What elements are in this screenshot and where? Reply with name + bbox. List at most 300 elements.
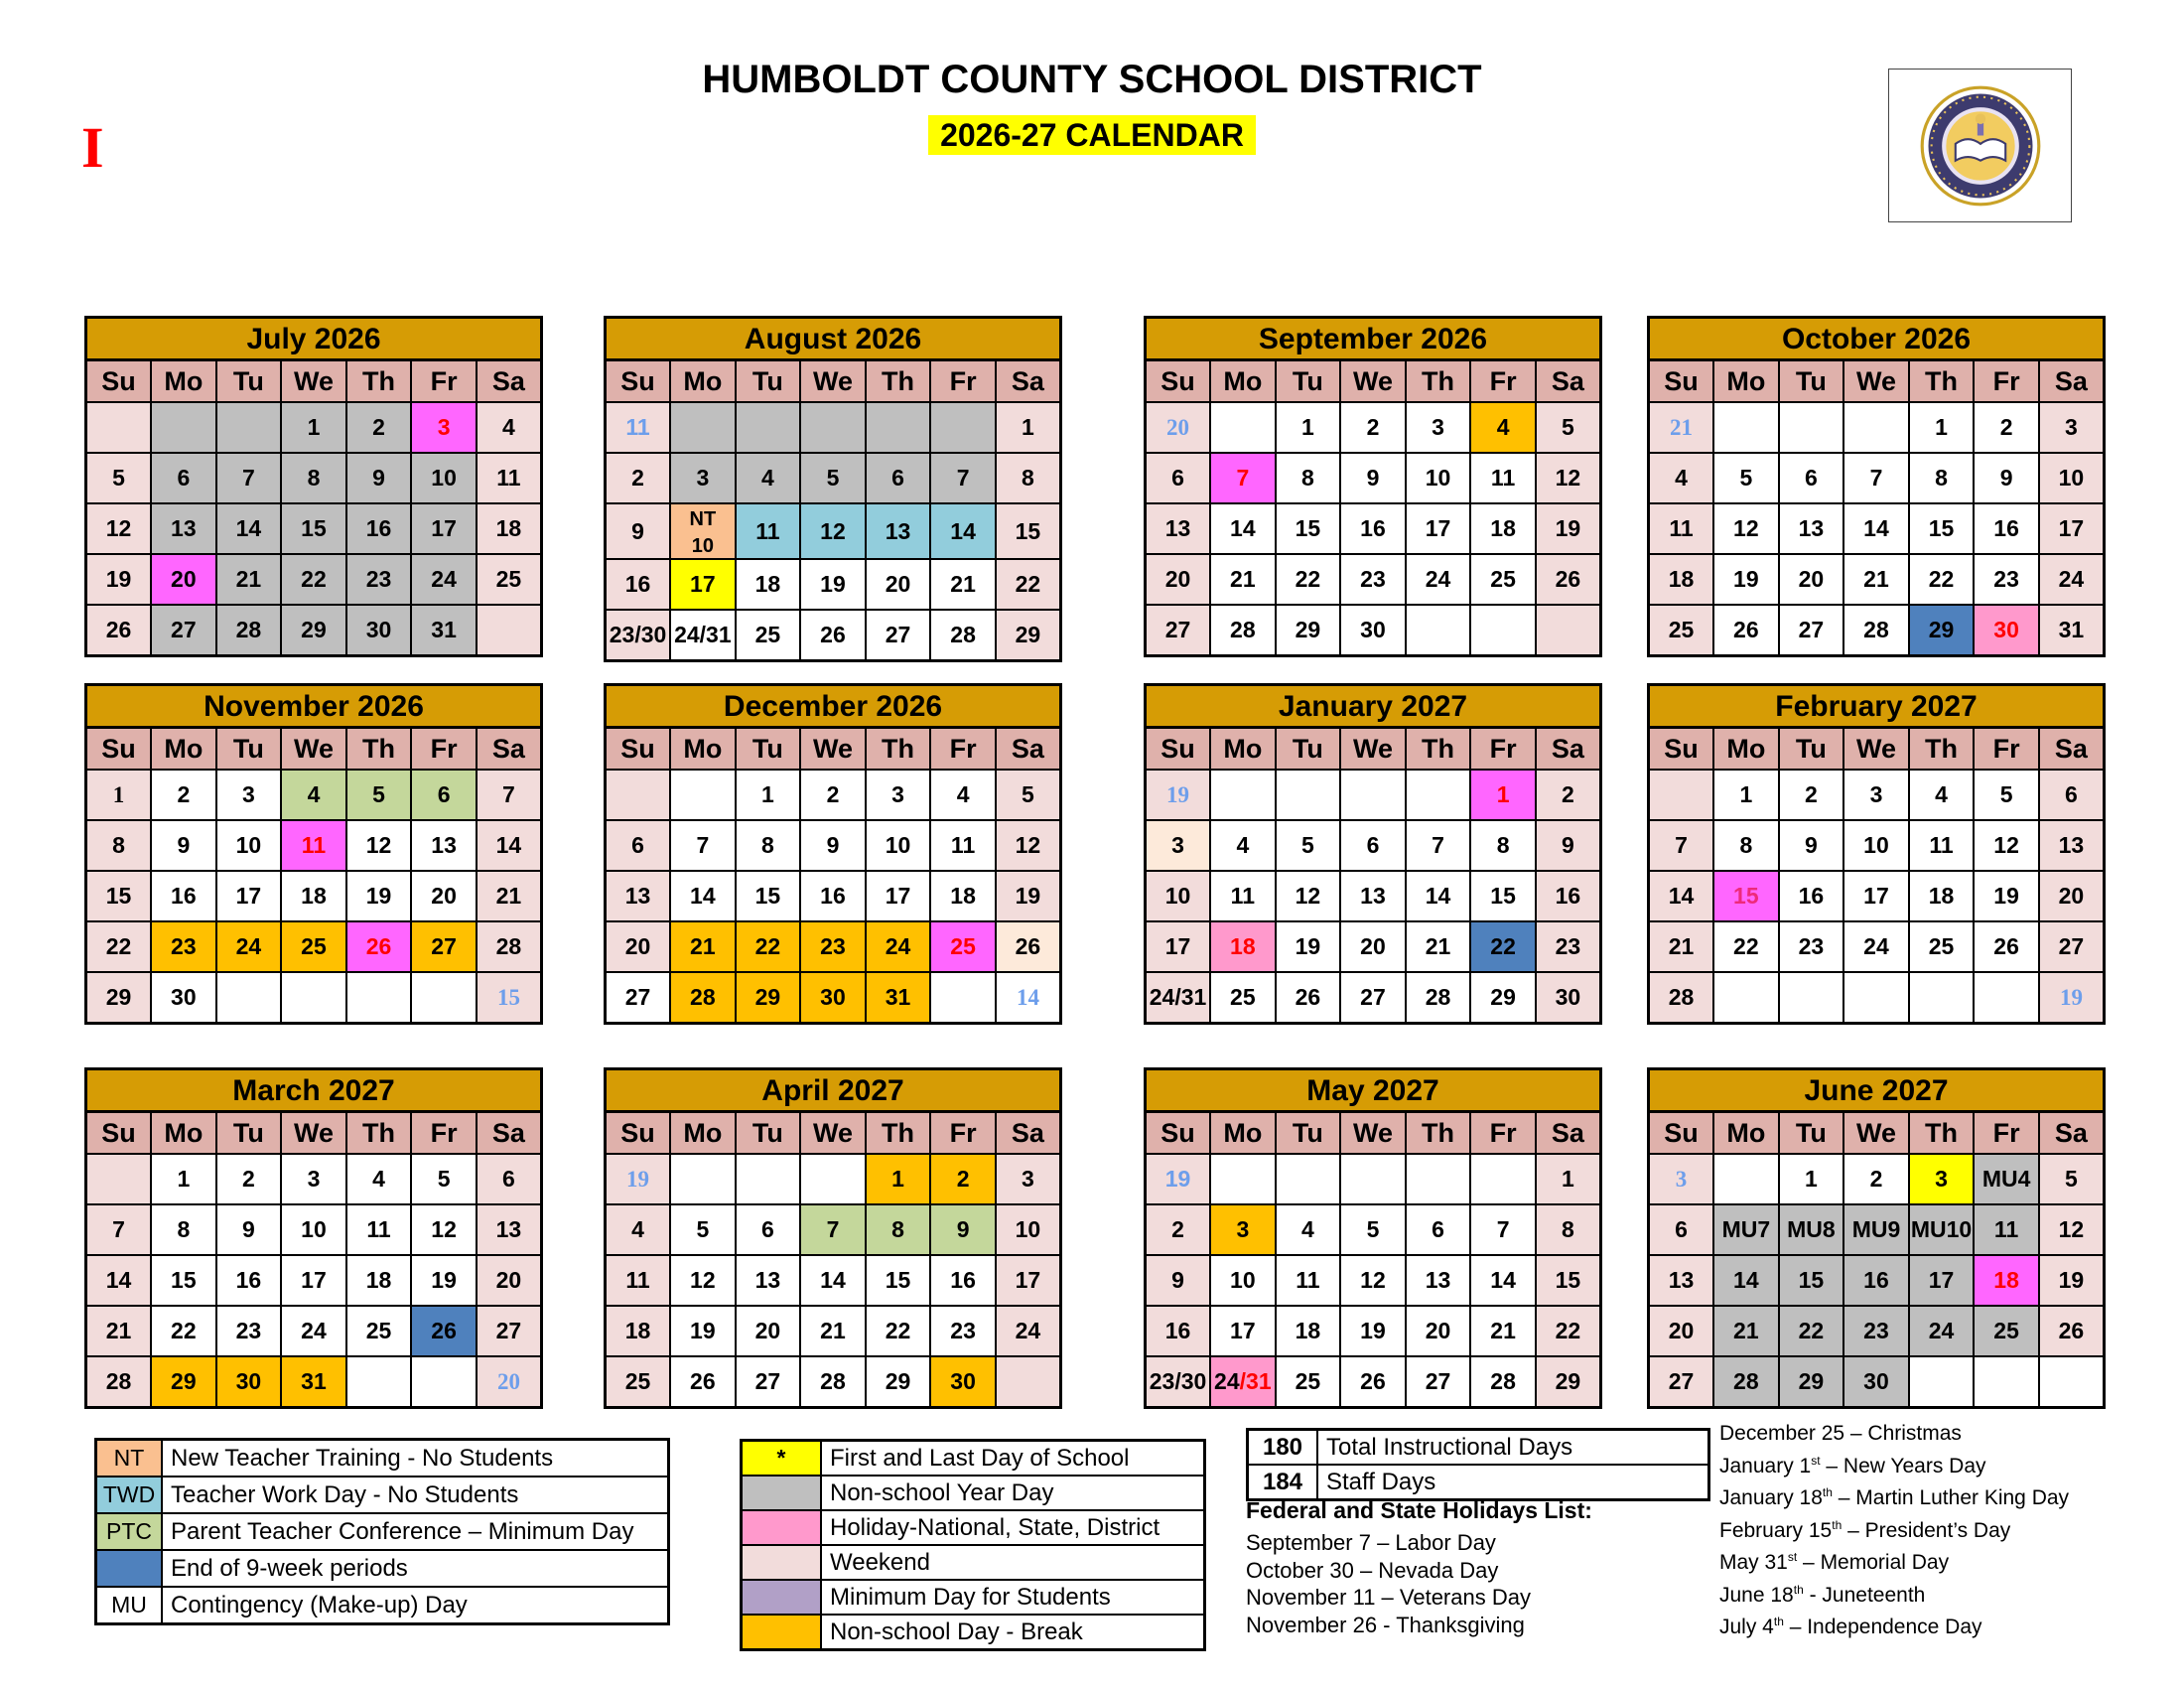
day-cell: 9: [606, 503, 671, 559]
day-cell: 17: [866, 871, 931, 921]
day-header: We: [281, 360, 346, 403]
day-cell: 28: [1406, 972, 1471, 1024]
day-cell: 8: [1909, 453, 1975, 503]
legend-label: Non-school Year Day: [821, 1476, 1205, 1510]
day-cell: 16: [151, 871, 216, 921]
day-cell: 8: [736, 820, 801, 871]
day-header: Su: [86, 728, 152, 771]
day-cell: 20: [1146, 554, 1211, 605]
day-cell: 17: [281, 1255, 346, 1306]
day-cell: 16: [1843, 1255, 1909, 1306]
day-header: We: [281, 1112, 346, 1155]
day-cell: 7: [1210, 453, 1276, 503]
day-cell: 23: [151, 921, 216, 972]
day-cell: 9: [1779, 820, 1844, 871]
day-cell: 4: [346, 1154, 412, 1204]
day-header: Mo: [670, 360, 736, 403]
day-cell: 1: [1779, 1154, 1844, 1204]
day-cell: 8: [996, 453, 1061, 503]
day-cell: 15: [1536, 1255, 1601, 1306]
day-cell: 18: [1909, 871, 1975, 921]
day-cell: 9: [1340, 453, 1406, 503]
day-cell: 28: [930, 610, 996, 661]
day-cell: 11: [346, 1204, 412, 1255]
day-cell: 18: [477, 503, 542, 554]
day-cell: 17: [1210, 1306, 1276, 1356]
day-cell: 4: [477, 402, 542, 453]
day-cell: 23: [800, 921, 866, 972]
holiday-item: July 4th – Independence Day: [1719, 1615, 1982, 1638]
day-cell: 18: [1649, 554, 1714, 605]
day-cell: 18: [346, 1255, 412, 1306]
day-cell: 31: [411, 605, 477, 656]
holiday-item: January 18th – Martin Luther King Day: [1719, 1485, 2070, 1509]
day-header: Fr: [1470, 728, 1536, 771]
day-cell: 11: [606, 1255, 671, 1306]
day-cell: 31: [2039, 605, 2105, 656]
day-cell: 18: [1974, 1255, 2039, 1306]
day-cell: 16: [1779, 871, 1844, 921]
day-cell: [1340, 770, 1406, 820]
day-cell: 10: [216, 820, 282, 871]
month-title: November 2026: [84, 683, 543, 726]
day-cell: [996, 1356, 1061, 1408]
day-cell: 6: [736, 1204, 801, 1255]
day-cell: 26: [1536, 554, 1601, 605]
day-cell: 18: [1210, 921, 1276, 972]
day-cell: 15: [1713, 871, 1779, 921]
day-cell: 19: [86, 554, 152, 605]
day-cell: 20: [1649, 1306, 1714, 1356]
day-cell: 29: [996, 610, 1061, 661]
day-cell: 25: [281, 921, 346, 972]
day-cell: 5: [1974, 770, 2039, 820]
legend-label: End of 9-week periods: [162, 1550, 669, 1587]
day-cell: 16: [1536, 871, 1601, 921]
day-cell: 2: [151, 770, 216, 820]
day-header: Sa: [477, 728, 542, 771]
day-cell: 25: [1276, 1356, 1341, 1408]
day-cell: 5: [670, 1204, 736, 1255]
day-cell: 21: [670, 921, 736, 972]
day-cell: 17: [1843, 871, 1909, 921]
legend-row: [96, 1477, 669, 1513]
day-header: Fr: [1974, 728, 2039, 771]
month-march-2027: [84, 1067, 543, 1409]
day-cell: 12: [670, 1255, 736, 1306]
day-cell: 27: [411, 921, 477, 972]
day-cell: 13: [866, 503, 931, 559]
day-cell: [477, 605, 542, 656]
day-cell: 3: [670, 453, 736, 503]
day-header: Tu: [1779, 360, 1844, 403]
day-cell: 23: [1974, 554, 2039, 605]
day-cell: 16: [1340, 503, 1406, 554]
day-cell: 15: [736, 871, 801, 921]
day-header: We: [1843, 360, 1909, 403]
day-header: Fr: [411, 360, 477, 403]
day-cell: [1276, 770, 1341, 820]
day-cell: 13: [1649, 1255, 1714, 1306]
day-cell: 17: [1909, 1255, 1975, 1306]
stat-row: [1248, 1465, 1709, 1500]
day-header: Sa: [996, 1112, 1061, 1155]
day-cell: 14: [86, 1255, 152, 1306]
day-cell: 23: [1779, 921, 1844, 972]
day-cell: 2: [1779, 770, 1844, 820]
day-header: Tu: [1276, 1112, 1341, 1155]
day-cell: 14: [996, 972, 1061, 1024]
day-cell: 2: [1974, 402, 2039, 453]
day-cell: [606, 770, 671, 820]
red-corner-mark: I: [81, 115, 104, 180]
day-cell: 10: [866, 820, 931, 871]
day-cell: [800, 1154, 866, 1204]
day-cell: 22: [1470, 921, 1536, 972]
day-cell: 11: [1649, 503, 1714, 554]
day-header: Mo: [670, 728, 736, 771]
day-cell: 26: [800, 610, 866, 661]
day-cell: 25: [930, 921, 996, 972]
day-cell: [411, 972, 477, 1024]
day-cell: 26: [346, 921, 412, 972]
day-cell: 22: [736, 921, 801, 972]
day-cell: 30: [1536, 972, 1601, 1024]
day-cell: 7: [930, 453, 996, 503]
day-header: Tu: [736, 728, 801, 771]
legend-middle-table: [740, 1439, 1206, 1651]
day-cell: 30: [930, 1356, 996, 1408]
day-header: Su: [606, 728, 671, 771]
legend-swatch: [742, 1476, 822, 1510]
day-cell: 21: [1843, 554, 1909, 605]
day-header: Tu: [1779, 728, 1844, 771]
legend-label: Holiday-National, State, District: [821, 1510, 1205, 1545]
day-cell: 6: [866, 453, 931, 503]
day-cell: 4: [1276, 1204, 1341, 1255]
day-header: We: [1340, 1112, 1406, 1155]
day-cell: 7: [1843, 453, 1909, 503]
day-cell: 19: [1146, 1154, 1211, 1204]
month-january-2027: [1144, 683, 1602, 1025]
day-cell: [1974, 972, 2039, 1024]
day-cell: 23/30: [606, 610, 671, 661]
day-cell: [1843, 402, 1909, 453]
day-cell: 4: [1470, 402, 1536, 453]
day-cell: [1210, 770, 1276, 820]
month-september-2026: [1144, 316, 1602, 657]
day-cell: 15: [1909, 503, 1975, 554]
day-header: We: [1340, 360, 1406, 403]
day-cell: 15: [996, 503, 1061, 559]
day-cell: 11: [736, 503, 801, 559]
day-cell: [1779, 402, 1844, 453]
day-header: Su: [1146, 728, 1211, 771]
day-cell: 18: [930, 871, 996, 921]
day-header: Tu: [736, 360, 801, 403]
day-cell: [411, 1356, 477, 1408]
day-cell: 6: [477, 1154, 542, 1204]
day-cell: [1470, 1154, 1536, 1204]
day-cell: 26: [86, 605, 152, 656]
day-header: Fr: [930, 360, 996, 403]
day-cell: 17: [1146, 921, 1211, 972]
day-cell: 21: [1649, 921, 1714, 972]
day-cell: [1843, 972, 1909, 1024]
day-cell: 9: [1974, 453, 2039, 503]
day-cell: 18: [736, 559, 801, 610]
day-cell: 29: [1536, 1356, 1601, 1408]
day-cell: 14: [1649, 871, 1714, 921]
day-cell: 14: [1843, 503, 1909, 554]
day-cell: 1: [1536, 1154, 1601, 1204]
day-cell: 17: [996, 1255, 1061, 1306]
day-cell: 22: [281, 554, 346, 605]
day-cell: [1470, 605, 1536, 656]
holiday-item: December 25 – Christmas: [1719, 1422, 1962, 1445]
legend-label: Weekend: [821, 1545, 1205, 1580]
day-cell: 25: [1909, 921, 1975, 972]
day-cell: 30: [1843, 1356, 1909, 1408]
day-cell: 4: [1649, 453, 1714, 503]
day-cell: 2: [606, 453, 671, 503]
day-cell: 18: [1470, 503, 1536, 554]
day-cell: 3: [281, 1154, 346, 1204]
day-cell: [736, 1154, 801, 1204]
day-header: Su: [1649, 1112, 1714, 1155]
day-header: Th: [346, 1112, 412, 1155]
day-cell: 9: [800, 820, 866, 871]
day-cell: 12: [2039, 1204, 2105, 1255]
federal-holidays-list: [1246, 1529, 1531, 1638]
day-cell: [670, 402, 736, 453]
day-cell: 19: [1340, 1306, 1406, 1356]
day-cell: [151, 402, 216, 453]
legend-swatch: TWD: [96, 1477, 163, 1513]
day-cell: 3: [1406, 402, 1471, 453]
district-seal-icon: [1918, 83, 2043, 209]
legend-row: [742, 1545, 1205, 1580]
day-header: Su: [86, 360, 152, 403]
calendar-year-label: 2026-27 CALENDAR: [928, 115, 1256, 155]
day-cell: 2: [800, 770, 866, 820]
day-cell: [1340, 1154, 1406, 1204]
day-cell: 24: [1406, 554, 1471, 605]
day-cell: [930, 402, 996, 453]
day-cell: [1406, 1154, 1471, 1204]
day-cell: 12: [800, 503, 866, 559]
day-cell: [866, 402, 931, 453]
day-cell: 6: [1779, 453, 1844, 503]
day-cell: 26: [2039, 1306, 2105, 1356]
day-cell: 2: [1843, 1154, 1909, 1204]
legend-label: Teacher Work Day - No Students: [162, 1477, 669, 1513]
day-header: Tu: [216, 360, 282, 403]
legend-row: [742, 1441, 1205, 1477]
day-cell: 3: [2039, 402, 2105, 453]
stat-value: 184: [1248, 1465, 1318, 1500]
day-cell: 28: [1649, 972, 1714, 1024]
day-cell: 19: [1536, 503, 1601, 554]
day-cell: 29: [1276, 605, 1341, 656]
day-header: Mo: [151, 1112, 216, 1155]
day-cell: 19: [2039, 1255, 2105, 1306]
day-cell: 7: [670, 820, 736, 871]
day-cell: 1: [736, 770, 801, 820]
day-cell: 3: [1843, 770, 1909, 820]
day-cell: 28: [477, 921, 542, 972]
day-cell: 23: [346, 554, 412, 605]
day-cell: [346, 972, 412, 1024]
day-header: Fr: [411, 1112, 477, 1155]
day-cell: 26: [411, 1306, 477, 1356]
day-cell: 19: [800, 559, 866, 610]
day-cell: 3: [1909, 1154, 1975, 1204]
day-cell: [1974, 1356, 2039, 1408]
day-cell: 9: [346, 453, 412, 503]
day-cell: 25: [1470, 554, 1536, 605]
day-cell: 20: [411, 871, 477, 921]
day-cell: [216, 972, 282, 1024]
day-header: Th: [1406, 360, 1471, 403]
day-cell: 12: [1276, 871, 1341, 921]
holiday-item: November 26 - Thanksgiving: [1246, 1612, 1525, 1637]
day-cell: 3: [411, 402, 477, 453]
day-cell: [670, 770, 736, 820]
day-header: Th: [1909, 728, 1975, 771]
day-header: Tu: [1276, 360, 1341, 403]
day-cell: 13: [736, 1255, 801, 1306]
day-cell: [1276, 1154, 1341, 1204]
day-cell: 6: [1649, 1204, 1714, 1255]
day-cell: 19: [606, 1154, 671, 1204]
day-cell: 29: [736, 972, 801, 1024]
day-cell: 24: [281, 1306, 346, 1356]
month-title: April 2027: [604, 1067, 1062, 1110]
day-cell: 6: [606, 820, 671, 871]
day-cell: 5: [1340, 1204, 1406, 1255]
day-header: Fr: [1470, 360, 1536, 403]
day-cell: 1: [151, 1154, 216, 1204]
day-cell: 14: [1470, 1255, 1536, 1306]
stat-value: 180: [1248, 1430, 1318, 1466]
day-cell: 7: [216, 453, 282, 503]
day-cell: 1: [1713, 770, 1779, 820]
day-cell: 9: [1536, 820, 1601, 871]
day-cell: 8: [1470, 820, 1536, 871]
day-cell: 26: [996, 921, 1061, 972]
day-header: We: [800, 360, 866, 403]
day-cell: 11: [1470, 453, 1536, 503]
day-cell: 19: [1276, 921, 1341, 972]
legend-row: [96, 1550, 669, 1587]
day-cell: 11: [1909, 820, 1975, 871]
day-header: Sa: [2039, 1112, 2105, 1155]
day-cell: 30: [346, 605, 412, 656]
legend-left-table: [94, 1438, 670, 1625]
month-title: May 2027: [1144, 1067, 1602, 1110]
day-cell: 28: [216, 605, 282, 656]
day-cell: 20: [2039, 871, 2105, 921]
day-header: Th: [1909, 1112, 1975, 1155]
day-header: Tu: [216, 1112, 282, 1155]
day-cell: 29: [281, 605, 346, 656]
day-header: Sa: [1536, 728, 1601, 771]
day-cell: 1: [866, 1154, 931, 1204]
day-cell: 23: [1843, 1306, 1909, 1356]
day-cell: 15: [477, 972, 542, 1024]
day-cell: 21: [1649, 402, 1714, 453]
day-header: Sa: [1536, 360, 1601, 403]
day-cell: 8: [1713, 820, 1779, 871]
day-cell: 16: [606, 559, 671, 610]
day-cell: 21: [800, 1306, 866, 1356]
day-cell: 21: [1470, 1306, 1536, 1356]
day-cell: 4: [930, 770, 996, 820]
day-cell: NT 10: [670, 503, 736, 559]
day-header: Th: [1909, 360, 1975, 403]
holiday-item: February 15th – President’s Day: [1719, 1517, 2011, 1542]
day-cell: 2: [1146, 1204, 1211, 1255]
day-cell: 28: [1470, 1356, 1536, 1408]
named-holidays-list: [1719, 1420, 2069, 1641]
day-cell: 10: [996, 1204, 1061, 1255]
day-cell: MU7: [1713, 1204, 1779, 1255]
day-cell: 20: [606, 921, 671, 972]
day-cell: MU9: [1843, 1204, 1909, 1255]
day-cell: 3: [1146, 820, 1211, 871]
day-cell: 12: [1536, 453, 1601, 503]
day-cell: 16: [1146, 1306, 1211, 1356]
day-header: Su: [1146, 360, 1211, 403]
day-cell: 24: [2039, 554, 2105, 605]
day-header: Fr: [1974, 360, 2039, 403]
day-cell: 21: [1713, 1306, 1779, 1356]
day-cell: [800, 402, 866, 453]
day-cell: 14: [1713, 1255, 1779, 1306]
day-cell: 2: [346, 402, 412, 453]
day-cell: 27: [866, 610, 931, 661]
day-cell: 20: [477, 1255, 542, 1306]
day-header: Th: [866, 728, 931, 771]
day-cell: 17: [216, 871, 282, 921]
day-cell: 18: [606, 1306, 671, 1356]
legend-label: Parent Teacher Conference – Minimum Day: [162, 1513, 669, 1550]
day-cell: 18: [281, 871, 346, 921]
day-cell: 25: [1649, 605, 1714, 656]
day-cell: 11: [281, 820, 346, 871]
day-cell: 23: [216, 1306, 282, 1356]
day-cell: 10: [1146, 871, 1211, 921]
day-header: Th: [346, 728, 412, 771]
day-cell: 25: [606, 1356, 671, 1408]
day-header: Mo: [151, 360, 216, 403]
day-cell: 2: [216, 1154, 282, 1204]
day-cell: 12: [1974, 820, 2039, 871]
day-cell: 5: [800, 453, 866, 503]
legend-label: Non-school Day - Break: [821, 1615, 1205, 1650]
day-cell: MU4: [1974, 1154, 2039, 1204]
day-cell: 28: [1843, 605, 1909, 656]
month-title: July 2026: [84, 316, 543, 358]
day-cell: [86, 1154, 152, 1204]
federal-holidays-heading: Federal and State Holidays List:: [1246, 1497, 1592, 1523]
day-cell: [670, 1154, 736, 1204]
day-cell: 19: [1974, 871, 2039, 921]
day-cell: 16: [930, 1255, 996, 1306]
day-header: Sa: [477, 360, 542, 403]
day-cell: 23: [930, 1306, 996, 1356]
